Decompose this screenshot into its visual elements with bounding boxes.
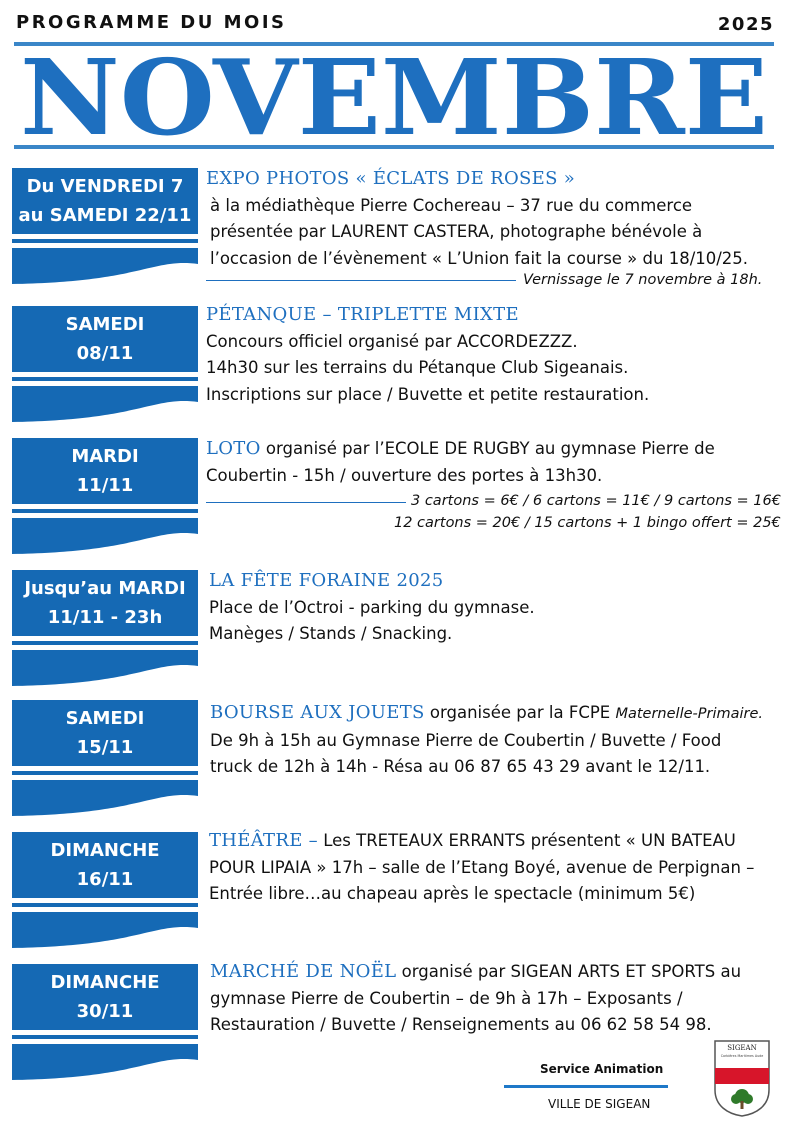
date-line1: SAMEDI <box>65 708 145 729</box>
date-line1: DIMANCHE <box>50 972 160 993</box>
event-line: Restauration / Buvette / Renseignements au 06 62 58 54 98. <box>210 1015 712 1034</box>
crest-red-band <box>715 1068 769 1084</box>
crest-subtitle: Corbières Maritimes Aude <box>720 1054 764 1058</box>
footer-line <box>504 1085 668 1088</box>
event-petanque <box>206 302 786 408</box>
event-line: Concours officiel organisé par ACCORDEZZZ. <box>206 331 578 351</box>
service-animation-label: Service Animation <box>540 1062 664 1076</box>
event-title: LA FÊTE FORAINE 2025 <box>209 570 444 591</box>
date-line2: 08/11 <box>76 343 134 364</box>
event-line: Inscriptions sur place / Buvette et petite restauration. <box>206 384 650 404</box>
top-rule <box>14 42 774 46</box>
event-line: Entrée libre…au chapeau après le spectacle (minimum 5€) <box>209 884 696 903</box>
date-line2: au SAMEDI 22/11 <box>18 205 192 226</box>
event-line: gymnase Pierre de Coubertin – de 9h à 17h – Exposants / <box>210 988 683 1008</box>
date-line1: MARDI <box>71 446 139 467</box>
event-line: Place de l’Octroi - parking du gymnase. <box>209 597 535 617</box>
date-line2: 16/11 <box>76 869 134 890</box>
date-line1: Du VENDREDI 7 <box>26 176 184 197</box>
event-title-suffix-italic: Maternelle-Primaire. <box>615 706 764 722</box>
event-note: Vernissage le 7 novembre à 18h. <box>523 272 763 288</box>
date-line1: SAMEDI <box>65 314 145 335</box>
divider-line <box>206 280 516 281</box>
event-title-suffix: organisé par SIGEAN ARTS ET SPORTS au <box>396 962 742 981</box>
event-title: LOTO <box>206 438 261 459</box>
bottom-rule <box>14 145 774 149</box>
event-loto <box>206 436 786 489</box>
date-line1: DIMANCHE <box>50 840 160 861</box>
date-line1: Jusqu’au MARDI <box>24 578 186 599</box>
ville-label: VILLE DE SIGEAN <box>548 1097 651 1111</box>
date-line2: 30/11 <box>76 1001 134 1022</box>
event-title: BOURSE AUX JOUETS <box>210 702 425 723</box>
event-title-suffix: organisée par la FCPE <box>424 703 616 722</box>
event-title: MARCHÉ DE NOËL <box>210 961 397 982</box>
event-line: l’occasion de l’évènement « L’Union fait la course » du 18/10/25. <box>210 248 749 268</box>
event-title-suffix: Les TRETEAUX ERRANTS présentent « UN BATEAU <box>317 831 736 850</box>
event-expo <box>206 166 786 272</box>
month-title-text: NOVEMBRE <box>20 48 769 144</box>
event-line: à la médiathèque Pierre Cochereau – 37 rue du commerce <box>210 195 693 215</box>
event-marche-noel <box>210 959 790 1039</box>
event-line: Manèges / Stands / Snacking. <box>209 624 453 643</box>
event-line: De 9h à 15h au Gymnase Pierre de Coubertin / Buvette / Food <box>210 730 722 750</box>
event-title: EXPO PHOTOS « ÉCLATS DE ROSES » <box>206 168 576 189</box>
event-line: POUR LIPAIA » 17h – salle de l’Etang Boyé, avenue de Perpignan – <box>209 857 755 877</box>
event-line: 14h30 sur les terrains du Pétanque Club Sigeanais. <box>206 358 629 377</box>
event-theatre <box>209 828 789 908</box>
crest-name: SIGEAN <box>727 1044 757 1052</box>
month-title <box>14 48 774 144</box>
town-crest-logo <box>712 1038 772 1118</box>
event-line: Coubertin - 15h / ouverture des portes à 13h30. <box>206 465 603 485</box>
date-line2: 11/11 <box>76 475 134 496</box>
event-note: 12 cartons = 20€ / 15 cartons + 1 bingo offert = 25€ <box>394 515 781 531</box>
date-line2: 11/11 - 23h <box>47 607 163 628</box>
event-title: PÉTANQUE – TRIPLETTE MIXTE <box>206 304 519 325</box>
event-bourse-jouets <box>210 700 790 781</box>
event-title: THÉÂTRE – <box>209 830 318 851</box>
event-title-suffix: organisé par l’ECOLE DE RUGBY au gymnase Pierre de <box>260 439 715 458</box>
event-fete-foraine <box>209 568 789 648</box>
year: 2025 <box>717 14 774 35</box>
event-note: 3 cartons = 6€ / 6 cartons = 11€ / 9 cartons = 16€ <box>411 493 781 509</box>
event-line: truck de 12h à 14h - Résa au 06 87 65 43 29 avant le 12/11. <box>210 757 711 776</box>
program-label: PROGRAMME DU MOIS <box>16 12 287 33</box>
divider-line <box>206 502 406 503</box>
date-line2: 15/11 <box>76 737 134 758</box>
event-line: présentée par LAURENT CASTERA, photographe bénévole à <box>210 222 703 241</box>
